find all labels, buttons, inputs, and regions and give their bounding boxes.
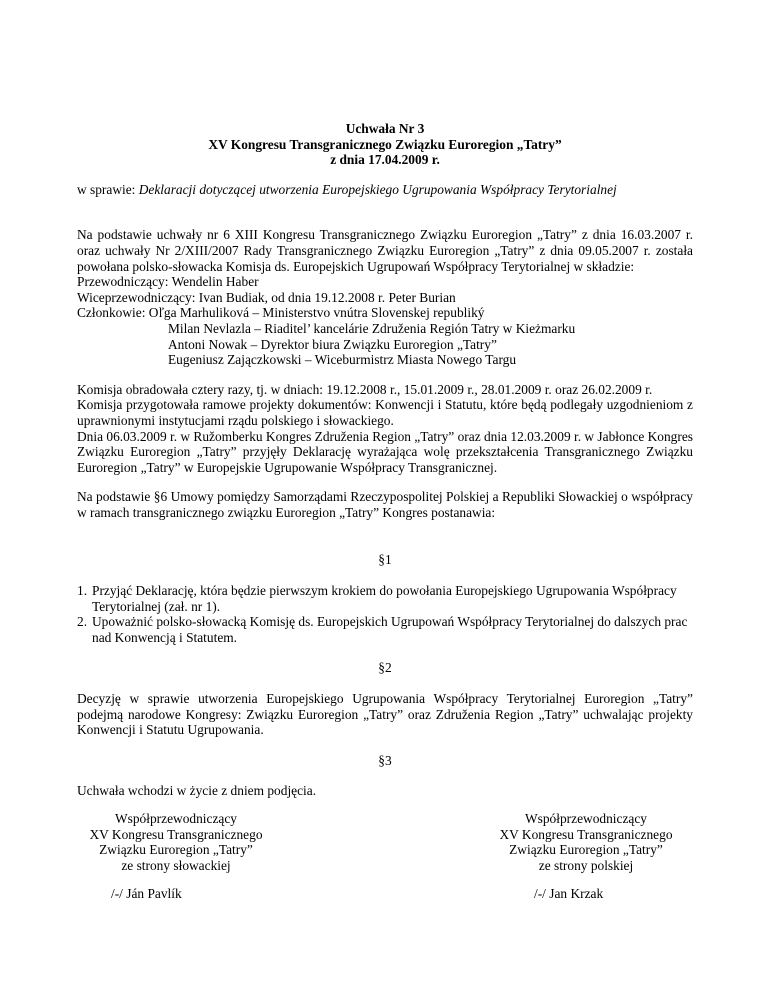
intro-block (77, 227, 693, 367)
subject-title: Deklaracji dotyczącej utworzenia Europejskiego Ugrupowania Współpracy Terytorialnej (138, 181, 617, 197)
signer-side: ze strony polskiej (538, 857, 634, 873)
list-item (77, 583, 693, 614)
section-1-mark: §1 (378, 552, 392, 568)
list-text: Przyjąć Deklarację, która będzie pierwszym krokiem do powołania Europejskiego Ugrupowania Współpracy Terytorialnej (zał. nr 1). (92, 583, 677, 614)
basis-paragraph: Na podstawie §6 Umowy pomiędzy Samorządami Rzeczypospolitej Polskiej a Republiki Słowackiej o współpracy w ramach transgranicznego związku Euroregion „Tatry” Kongres postanawia: (77, 489, 693, 520)
meetings-line: Komisja obradowała cztery razy, tj. w dniach: 19.12.2008 r., 15.01.2009 r., 28.01.2009 r. oraz 26.02.2009 r. (77, 381, 653, 397)
signer-name: /-/ Jan Krzak (534, 886, 604, 901)
signature-right (471, 811, 701, 901)
subject-line (77, 182, 693, 198)
section-2-text: Decyzję w sprawie utworzenia Europejskiego Ugrupowania Współpracy Terytorialnej Euroregion „Tatry” podejmą narodowe Kongresy: Związku Euroregion „Tatry” oraz Združenia Region „Tatry” uchwalając projekty Konwencji i Statutu Ugrupowania. (77, 691, 693, 738)
declaration-line: Dnia 06.03.2009 r. w Ružomberku Kongres Združenia Region „Tatry” oraz dnia 12.03.2009 r. w Jabłonce Kongres Związku Euroregion „Tatry” przyjęły Deklarację wyrażająca wolę przekształcenia Transgranicznego Związku Euroregion „Tatry” w Europejskie Ugrupowanie Współpracy Transgranicznej. (77, 428, 693, 475)
list-text: Upoważnić polsko-słowacką Komisję ds. Europejskich Ugrupowań Współpracy Terytorialnej do dalszych prac nad Konwencją i Statutem. (92, 614, 688, 645)
list-item (77, 614, 693, 645)
meetings-block (77, 382, 693, 476)
section-3-text: Uchwała wchodzi w życie z dniem podjęcia. (77, 783, 317, 799)
signer-name: /-/ Ján Pavlík (111, 886, 182, 901)
intro-paragraph: Na podstawie uchwały nr 6 XIII Kongresu Transgranicznego Związku Euroregion „Tatry” z dnia 16.03.2007 r. oraz uchwały Nr 2/XIII/2007 Rady Transgranicznego Związku Euroregion „Tatry” z dnia 09.05.2007 r. została powołana polsko-słowacka Komisja ds. Europejskich Ugrupowań Współpracy Terytorialnej w składzie: (77, 227, 693, 274)
signer-org: Związku Euroregion „Tatry” (509, 842, 663, 858)
vice-chair-line: Wiceprzewodniczący: Ivan Budiak, od dnia 19.12.2008 r. Peter Burian (77, 289, 456, 305)
drafts-line: Komisja przygotowała ramowe projekty dokumentów: Konwencji i Statutu, które będą podlegały uzgodnieniom z uprawnionymi instytucjami rządu polskiego i słowackiego. (77, 397, 693, 428)
signature-left (61, 811, 291, 901)
list-number: 2. (77, 614, 88, 630)
member-line: Eugeniusz Zajączkowski – Wiceburmistrz Miasta Nowego Targu (168, 352, 517, 368)
signer-role: Współprzewodniczący (525, 811, 647, 826)
document-page (77, 121, 693, 931)
signatures (77, 811, 693, 931)
signer-role: Współprzewodniczący (115, 811, 237, 826)
chair-line: Przewodniczący: Wendelin Haber (77, 274, 259, 290)
signer-org: XV Kongresu Transgranicznego (89, 826, 263, 842)
section-2-mark: §2 (378, 660, 392, 676)
member-line: Antoni Nowak – Dyrektor biura Związku Euroregion „Tatry” (168, 336, 497, 352)
congress-name: XV Kongresu Transgranicznego Związku Euroregion „Tatry” (208, 136, 562, 152)
section-3-mark: §3 (378, 752, 392, 768)
member-line: Milan Nevlazla – Riaditel’ kancelárie Združenia Región Tatry w Kieżmarku (168, 320, 576, 336)
resolution-date: z dnia 17.04.2009 r. (330, 152, 440, 168)
signer-org: XV Kongresu Transgranicznego (499, 826, 673, 842)
section-1-list (77, 583, 693, 645)
signer-side: ze strony słowackiej (121, 857, 231, 873)
list-number: 1. (77, 583, 88, 599)
subject-prefix: w sprawie: (77, 181, 139, 197)
members-label-line: Członkowie: Oľga Marhuliková – Ministerstvo vnútra Slovenskej republiký (77, 305, 485, 321)
resolution-number: Uchwała Nr 3 (345, 121, 425, 136)
signer-org: Związku Euroregion „Tatry” (99, 842, 253, 858)
resolution-header (77, 121, 693, 168)
